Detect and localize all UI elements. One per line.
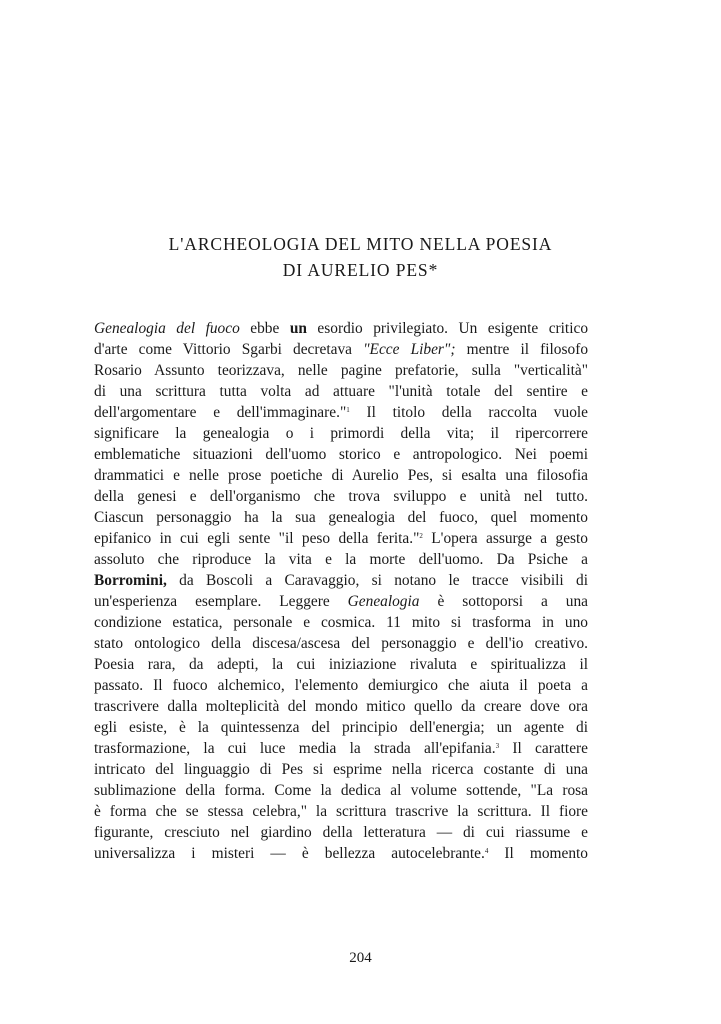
text-span: d'arte come Vittorio Sgarbi decretava xyxy=(94,341,364,358)
text-line: significare la genealogia o i primordi della vita; il ripercorrere xyxy=(94,425,588,442)
bold-word: un xyxy=(289,320,307,337)
text-line: sublimazione della forma. Come la dedica al volume sottende, "La rosa xyxy=(94,782,588,799)
text-span: Il titolo della raccolta vuole xyxy=(349,404,588,421)
essay-body xyxy=(94,318,588,864)
text-span: trasformazione, la cui luce media la strada all'epifania. xyxy=(94,740,496,757)
bold-word: Borromini, xyxy=(94,572,167,589)
text-line xyxy=(94,738,588,759)
text-line: trascrivere dalla molteplicità del mondo mitico quello da creare dove ora xyxy=(94,698,588,715)
text-line: Ciascun personaggio ha la sua genealogia del fuoco, quel momento xyxy=(94,509,588,526)
text-line: stato ontologico della discesa/ascesa del personaggio e dell'io creativo. xyxy=(94,635,588,652)
text-span: L'opera assurge a gesto xyxy=(422,530,588,547)
book-title-italic: Genealogia xyxy=(347,593,420,610)
text-line: assoluto che riproduce la vita e la morte dell'uomo. Da Psiche a xyxy=(94,551,588,568)
text-line: Rosario Assunto teorizzava, nelle pagine prefatorie, sulla "verticalità" xyxy=(94,362,588,379)
text-line xyxy=(94,339,588,360)
essay-title-line-2: DI AURELIO PES* xyxy=(282,260,439,280)
text-line: Poesia rara, da adepti, la cui iniziazione rivaluta e spiritualizza il xyxy=(94,656,588,673)
text-line xyxy=(94,843,588,864)
footnote-marker: 1 xyxy=(346,406,350,414)
page-number: 204 xyxy=(349,950,372,966)
text-span: è sottoporsi a una xyxy=(419,593,588,610)
essay-title-line-1: L'ARCHEOLOGIA DEL MITO NELLA POESIA xyxy=(168,234,553,254)
text-line: egli esiste, è la quintessenza del principio dell'energia; un agente di xyxy=(94,719,588,736)
text-line xyxy=(94,402,588,423)
text-line xyxy=(94,570,588,591)
footnote-marker: 4 xyxy=(484,847,489,855)
text-span: Il carattere xyxy=(499,740,588,757)
text-span: dell'argomentare e dell'immaginare." xyxy=(94,404,347,421)
text-span: ebbe xyxy=(239,320,290,337)
text-line: drammatici e nelle prose poetiche di Aurelio Pes, si esalta una filosofia xyxy=(94,467,588,484)
text-span: universalizza i misteri — è bellezza autocelebrante. xyxy=(94,845,485,862)
footnote-marker: 2 xyxy=(419,532,423,540)
text-line: è forma che se stessa celebra," la scrittura trascrive la scrittura. Il fiore xyxy=(94,803,588,820)
text-line: di una scrittura tutta volta ad attuare "l'unità totale del sentire e xyxy=(94,383,588,400)
text-line: figurante, cresciuto nel giardino della letteratura — di cui riassume e xyxy=(94,824,588,841)
footnote-marker: 3 xyxy=(495,742,500,750)
quote-italic: "Ecce Liber"; xyxy=(363,341,456,358)
text-line: passato. Il fuoco alchemico, l'elemento demiurgico che aiuta il poeta a xyxy=(94,677,588,694)
text-line: intricato del linguaggio di Pes si esprime nella ricerca costante di una xyxy=(94,761,588,778)
text-span: mentre il filosofo xyxy=(455,341,589,358)
text-span: da Boscoli a Caravaggio, si notano le tracce visibili di xyxy=(166,572,588,589)
text-line: emblematiche situazioni dell'uomo storico e antropologico. Nei poemi xyxy=(94,446,588,463)
text-line: della genesi e dell'organismo che trova sviluppo e unità nel tutto. xyxy=(94,488,588,505)
text-line xyxy=(94,528,588,549)
text-line: condizione estatica, personale e cosmica. 11 mito si trasforma in uno xyxy=(94,614,588,631)
text-line xyxy=(94,318,588,339)
text-span: un'esperienza esemplare. Leggere xyxy=(94,593,348,610)
book-title-italic: Genealogia del fuoco xyxy=(94,320,240,337)
text-span: Il momento xyxy=(488,845,588,862)
text-line xyxy=(94,591,588,612)
text-span: epifanico in cui egli sente "il peso della ferita." xyxy=(94,530,420,547)
text-span: esordio privilegiato. Un esigente critico xyxy=(306,320,589,337)
